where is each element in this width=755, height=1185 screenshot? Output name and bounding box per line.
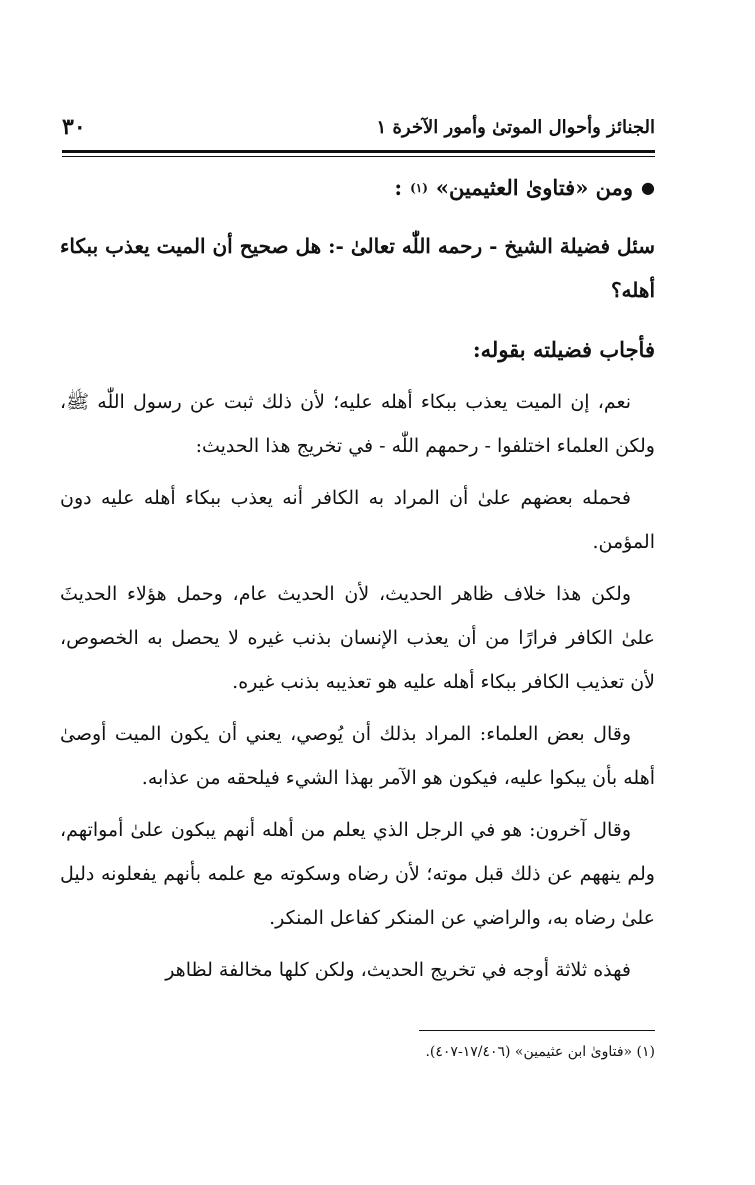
paragraph: وقال بعض العلماء: المراد بذلك أن يُوصي، يعني أن يكون الميت أوصىٰ أهله بأن يبكوا عليه، فيكون هو الآمر بهذا الشيء فيلحقه من عذابه. bbox=[60, 723, 655, 789]
source-intro bbox=[60, 166, 655, 210]
answer-intro: فأجاب فضيلته بقوله: bbox=[472, 337, 655, 362]
paragraph: ولكن هذا خلاف ظاهر الحديث، لأن الحديث عام، وحمل هؤلاء الحديثَ علىٰ الكافر فرارًا من أن يعذب الإنسان بذنب غيره لا يحصل به الخصوص، لأن تعذيب الكافر ببكاء أهله عليه هو تعذيبه بذنب غيره. bbox=[60, 583, 655, 693]
paragraph: فهذه ثلاثة أوجه في تخريج الحديث، ولكن كلها مخالفة لظاهر bbox=[165, 959, 631, 981]
page-body bbox=[60, 166, 655, 1000]
footnote: (١) «فتاوىٰ ابن عثيمين» (١٧/٤٠٦-٤٠٧). bbox=[425, 1044, 655, 1060]
header-rule-thin bbox=[62, 156, 655, 157]
header-rule-thick bbox=[62, 150, 655, 153]
source-intro-text: ومن «فتاوىٰ العثيمين» bbox=[435, 175, 634, 200]
page-header bbox=[62, 112, 655, 142]
source-intro-suffix: : bbox=[394, 175, 403, 200]
bullet-icon: ● bbox=[641, 178, 655, 197]
question-text: سئل فضيلة الشيخ - رحمه اللّٰه تعالىٰ -: هل صحيح أن الميت يعذب ببكاء أهله؟ bbox=[60, 234, 655, 302]
paragraph: فحمله بعضهم علىٰ أن المراد به الكافر أنه يعذب ببكاء أهله عليه دون المؤمن. bbox=[60, 487, 655, 553]
running-title: الجنائز وأحوال الموتىٰ وأمور الآخرة ١ bbox=[376, 116, 655, 138]
paragraph: نعم، إن الميت يعذب ببكاء أهله عليه؛ لأن ذلك ثبت عن رسول اللّٰه ﷺ، ولكن العلماء اختلفوا - رحمهم اللّٰه - في تخريج هذا الحديث: bbox=[60, 391, 655, 457]
footnote-ref: (١) bbox=[410, 181, 428, 195]
footnote-divider bbox=[419, 1030, 655, 1031]
paragraph: وقال آخرون: هو في الرجل الذي يعلم من أهله أنهم يبكون علىٰ أمواتهم، ولم ينههم عن ذلك قبل موته؛ لأن رضاه وسكوته مع علمه بأنهم يفعلونه دليل علىٰ رضاه به، والراضي عن المنكر كفاعل المنكر. bbox=[60, 819, 655, 929]
page-number: ٣٠ bbox=[62, 114, 86, 140]
